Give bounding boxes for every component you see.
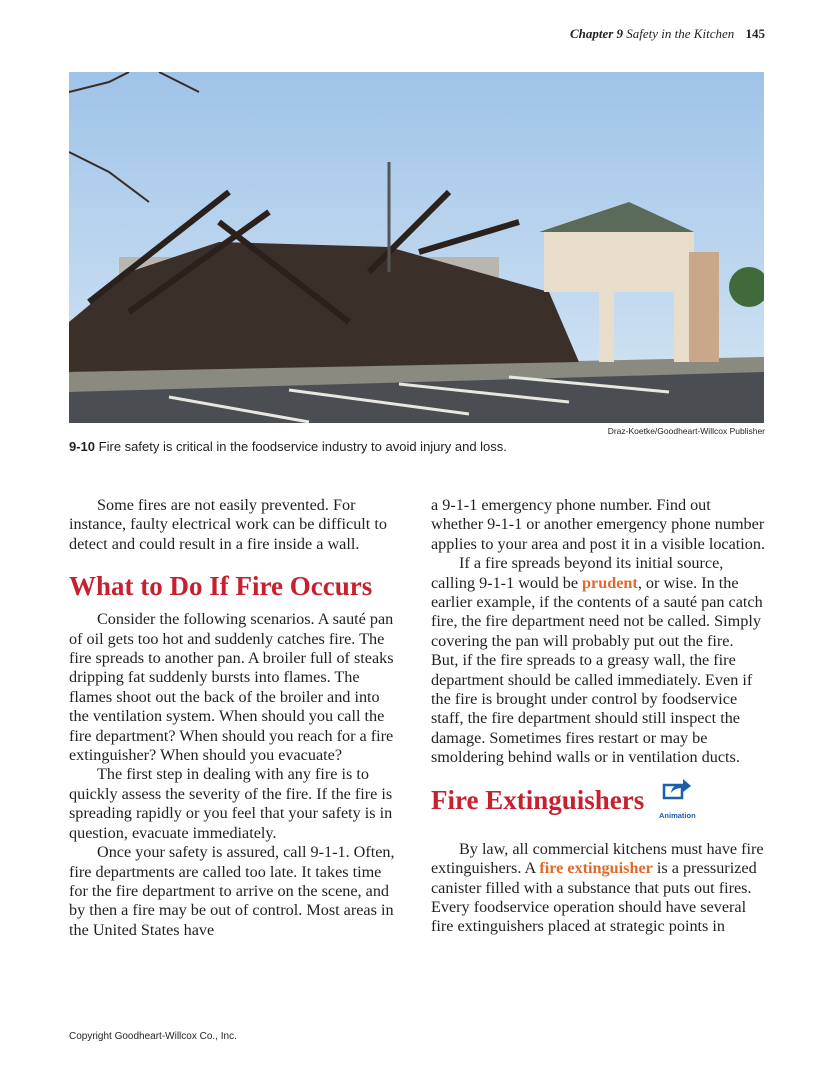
glossary-term-fire-extinguisher[interactable]: fire extinguisher: [539, 859, 653, 878]
paragraph: Once your safety is assured, call 9-1-1. Often, fire departments are called too late. It takes time for the fire department to arrive on the scene, and by then a fire may be out of control. Most areas in the United States have: [69, 843, 395, 939]
paragraph: [431, 840, 765, 937]
text: , or wise. In the earlier example, if the contents of a sauté pan catch fire, the fire department need not be called. Simply covering the pan will probably put out the fire. But, if the fire spreads to a greasy wall, the fire department should be called immediately. Even if the fire is brought under control by foodservice staff, the fire department should still inspect the damage. Sometimes fires restart or may be smoldering behind walls or in ventilation ducts.: [431, 573, 763, 767]
paragraph: The first step in dealing with any fire is to quickly assess the severity of the fire. If the fire is spreading rapidly or you feel that your safety is in question, evacuate immediately.: [69, 765, 393, 842]
paragraph: a 9-1-1 emergency phone number. Find out whether 9-1-1 or another emergency phone number applies to your area and post it in a visible location.: [431, 496, 766, 553]
animation-label: Animation: [659, 810, 696, 820]
heading-text: Fire Extinguishers: [431, 784, 645, 815]
chapter-label: Chapter 9: [569, 26, 624, 41]
section-heading: What to Do If Fire Occurs: [69, 571, 373, 602]
text: If a fire spreads beyond its initial source, calling 9-1-1 would be: [431, 554, 724, 592]
figure-caption: [69, 439, 507, 454]
page-number: 145: [745, 26, 765, 41]
text: is a pressurized canister filled with a substance that puts out fires. Every foodservice operation should have several fire extinguishers placed at strategic points in: [431, 859, 757, 936]
figure-number: 9-10: [69, 439, 96, 454]
paragraph: [431, 554, 765, 767]
chapter-title: Safety in the Kitchen: [626, 26, 735, 41]
burned-restaurant-photo: [69, 72, 764, 423]
glossary-term-prudent[interactable]: prudent: [582, 573, 638, 592]
left-column: [69, 496, 400, 940]
paragraph: Consider the following scenarios. A sauté pan of oil gets too hot and suddenly catches fire. The fire spreads to another pan. A broiler full of steaks dripping fat suddenly bursts into flames. The flames shoot out the back of the broiler and into the ventilation system. When should you call the fire department? When should you reach for a fire extinguisher? When should you evacuate?: [69, 610, 394, 765]
copyright-footer: Copyright Goodheart-Willcox Co., Inc.: [69, 1031, 237, 1042]
share-arrow-icon: [662, 778, 692, 800]
text: By law, all commercial kitchens must have fire extinguishers. A: [431, 839, 764, 878]
photo-credit: Draz-Koetke/Goodheart-Willcox Publisher: [607, 426, 765, 436]
running-header: [570, 26, 765, 42]
paragraph: Some fires are not easily prevented. For instance, faulty electrical work can be difficult to detect and could result in a fire inside a wall.: [69, 496, 387, 553]
section-heading: [431, 784, 765, 832]
right-column: [431, 496, 765, 937]
figure-caption-text: Fire safety is critical in the foodservice industry to avoid injury and loss.: [98, 439, 507, 454]
animation-link[interactable]: [659, 778, 696, 832]
